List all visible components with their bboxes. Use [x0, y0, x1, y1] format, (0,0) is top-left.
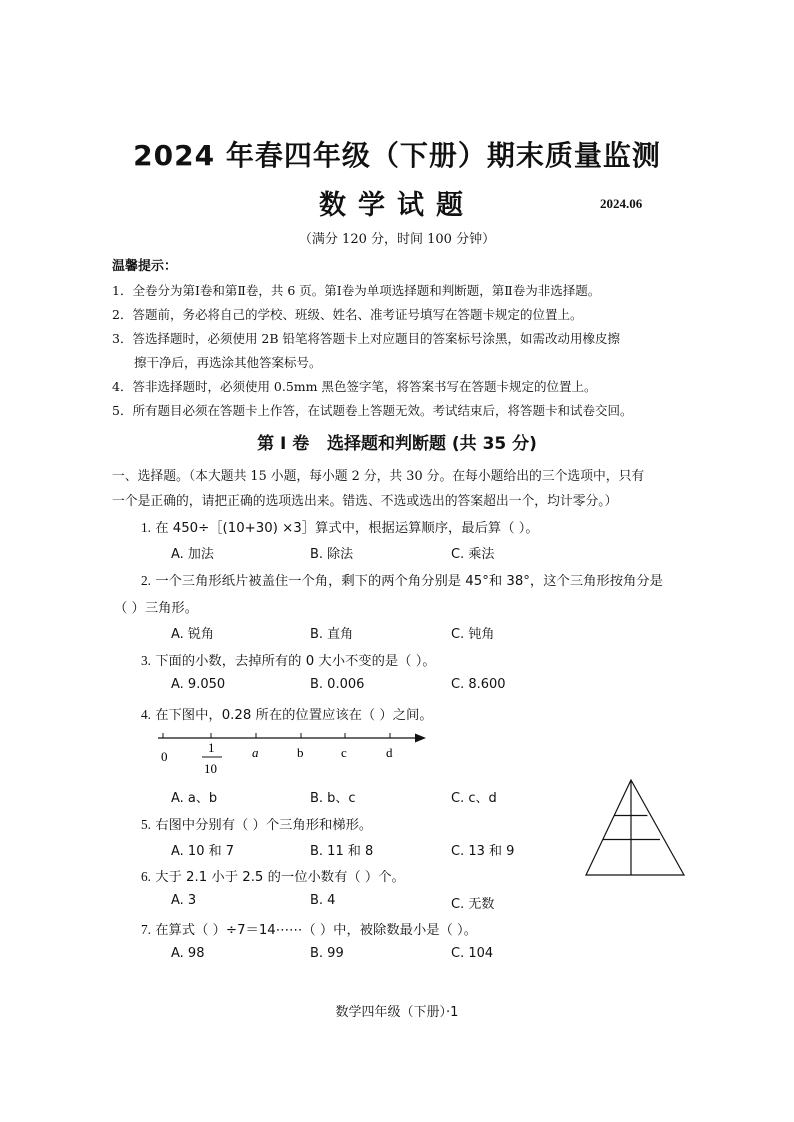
option-c: C. 104: [451, 946, 494, 961]
option-a: A. 9.050: [171, 677, 226, 692]
number-line-arrow: [415, 734, 426, 743]
question-number: 7.: [141, 922, 151, 937]
question: [141, 650, 436, 669]
question-text: 在算式（ ）÷7＝14⋯⋯（ ）中，被除数最小是（ ）。: [155, 923, 478, 938]
label-c: c: [341, 745, 347, 760]
question-text: 下面的小数，去掉所有的 0 大小不变的是（ ）。: [155, 654, 436, 669]
option-b: B. 4: [310, 893, 336, 908]
triangle-figure: [580, 776, 690, 880]
question: [141, 814, 372, 833]
exam-subtitle: 数学试题: [319, 190, 475, 221]
question-text: 右图中分别有（ ）个三角形和梯形。: [155, 818, 373, 833]
label-fraction-denominator: 10: [204, 761, 217, 776]
option-c: C. c、d: [451, 791, 497, 806]
question-text: 在 450÷［(10+30) ×3］算式中，根据运算顺序，最后算（ ）。: [155, 521, 539, 536]
question-number: 3.: [141, 653, 151, 668]
part-instructions: 一、选择题。（本大题共 15 小题，每小题 2 分，共 30 分。在每小题给出的三个选项中，只有: [112, 469, 645, 484]
label-d: d: [386, 745, 393, 760]
tip-item: 4．答非选择题时，必须使用 0.5mm 黑色签字笔，将答案书写在答题卡规定的位置上。: [112, 379, 597, 394]
part-instructions: 一个是正确的，请把正确的选项选出来。错选、不选或选出的答案超出一个，均计零分。）: [112, 494, 618, 509]
option-c: C. 无数: [451, 897, 495, 912]
question-number: 6.: [141, 869, 151, 884]
question-text: 在下图中，0.28 所在的位置应该在（ ）之间。: [155, 708, 433, 723]
question: [141, 866, 405, 885]
option-b: B. 直角: [310, 627, 354, 642]
page-footer: 数学四年级（下册）·1: [335, 1005, 459, 1020]
question-text: 大于 2.1 小于 2.5 的一位小数有（ ）个。: [155, 870, 405, 885]
tip-item: 3．答选择题时，必须使用 2B 铅笔将答题卡上对应题目的答案标号涂黑，如需改动用橡皮擦: [112, 331, 621, 346]
section-title: 第 I 卷 选择题和判断题 (共 35 分): [257, 434, 537, 454]
option-a: A. a、b: [171, 791, 218, 806]
question: [141, 919, 477, 938]
option-b: B. 除法: [310, 547, 354, 562]
exam-date: 2024.06: [600, 196, 643, 211]
question: [141, 704, 433, 723]
option-b: B. 99: [310, 946, 344, 961]
label-zero: 0: [161, 749, 168, 764]
option-a: A. 98: [171, 946, 205, 961]
option-b: B. b、c: [310, 791, 356, 806]
option-b: B. 11 和 8: [310, 844, 374, 859]
question-text-continued: （ ）三角形。: [114, 601, 199, 616]
tips-heading: 温馨提示：: [112, 259, 178, 274]
question: [141, 517, 539, 536]
tip-item: 擦干净后，再选涂其他答案标号。: [134, 355, 322, 370]
option-c: C. 乘法: [451, 547, 495, 562]
option-c: C. 13 和 9: [451, 844, 515, 859]
option-a: A. 加法: [171, 547, 214, 562]
exam-title: 2024 年春四年级（下册）期末质量监测: [133, 139, 661, 172]
option-a: A. 3: [171, 893, 197, 908]
exam-info: （满分 120 分，时间 100 分钟）: [298, 232, 496, 247]
triangle-outline: [586, 780, 684, 875]
option-c: C. 钝角: [451, 627, 495, 642]
label-a: a: [252, 745, 259, 760]
tip-item: 1．全卷分为第Ⅰ卷和第Ⅱ卷，共 6 页。第Ⅰ卷为单项选择题和判断题，第Ⅱ卷为非选择题。: [112, 283, 601, 298]
number-line-figure: [150, 728, 440, 782]
question-number: 4.: [141, 707, 151, 722]
option-b: B. 0.006: [310, 677, 365, 692]
question-number: 2.: [141, 573, 151, 588]
tip-item: 5．所有题目必须在答题卡上作答，在试题卷上答题无效。考试结束后，将答题卡和试卷交回。: [112, 403, 633, 418]
question-number: 5.: [141, 817, 151, 832]
tip-item: 2．答题前，务必将自己的学校、班级、姓名、准考证号填写在答题卡规定的位置上。: [112, 307, 583, 322]
label-b: b: [297, 745, 304, 760]
option-c: C. 8.600: [451, 677, 506, 692]
option-a: A. 10 和 7: [171, 844, 235, 859]
question-text: 一个三角形纸片被盖住一个角，剩下的两个角分别是 45°和 38°，这个三角形按角分是: [155, 574, 663, 589]
question-number: 1.: [141, 520, 151, 535]
label-fraction-numerator: 1: [208, 740, 215, 755]
question: [141, 570, 663, 589]
option-a: A. 锐角: [171, 627, 214, 642]
